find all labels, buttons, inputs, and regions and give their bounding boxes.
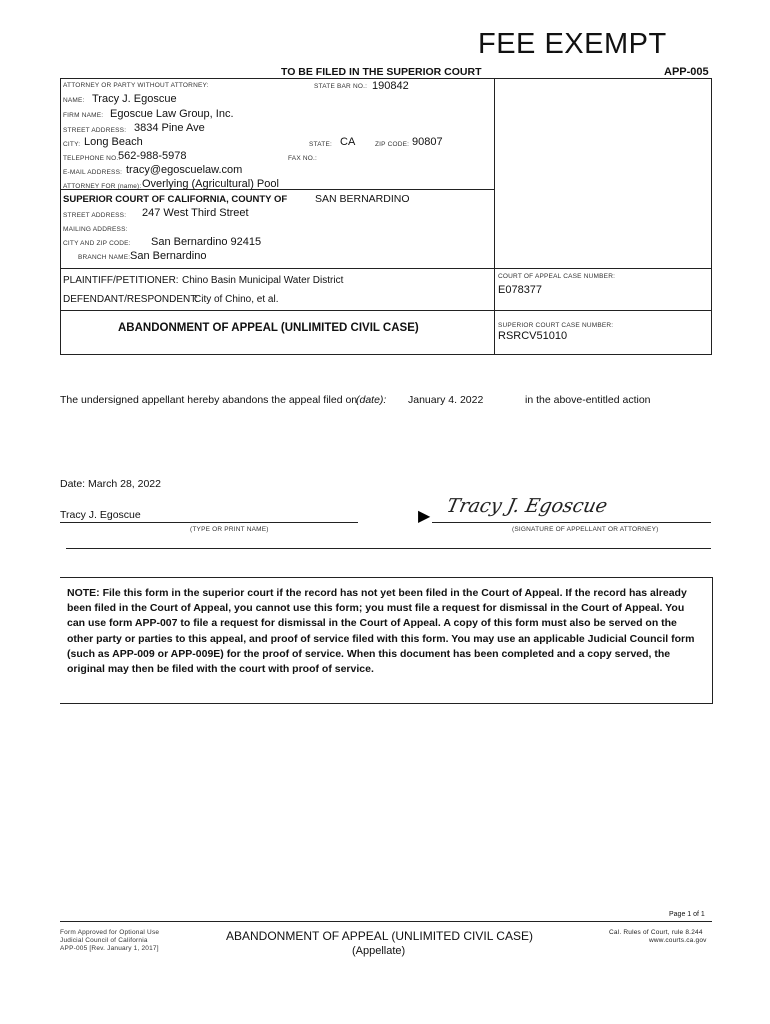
plaintiff-name: Chino Basin Municipal Water District: [182, 275, 344, 286]
court-heading: SUPERIOR COURT OF CALIFORNIA, COUNTY OF: [63, 194, 288, 205]
street-label: STREET ADDRESS:: [63, 127, 127, 134]
caption-right-line: [711, 78, 712, 354]
footer-left-3: APP-005 [Rev. January 1, 2017]: [60, 945, 159, 952]
statement-suffix: in the above-entitled action: [525, 394, 651, 406]
to-be-filed-heading: TO BE FILED IN THE SUPERIOR COURT: [281, 66, 482, 78]
superior-case-label: SUPERIOR COURT CASE NUMBER:: [498, 322, 614, 329]
date-line: Date: March 28, 2022: [60, 478, 161, 490]
footer-left-2: Judicial Council of California: [60, 937, 148, 944]
attorney-for-label: ATTORNEY FOR (name):: [63, 183, 142, 190]
caption-bottom-line: [60, 354, 712, 355]
court-mailing-label: MAILING ADDRESS:: [63, 226, 128, 233]
defendant-name: City of Chino, et al.: [194, 294, 279, 305]
caption-left-line: [60, 78, 61, 354]
firm-name: Egoscue Law Group, Inc.: [110, 108, 234, 120]
state: CA: [340, 136, 356, 148]
court-street-label: STREET ADDRESS:: [63, 212, 127, 219]
zip-label: ZIP CODE:: [375, 141, 410, 148]
footer-title: ABANDONMENT OF APPEAL (UNLIMITED CIVIL CASE): [226, 929, 533, 943]
court-county: SAN BERNARDINO: [315, 193, 410, 205]
defendant-label: DEFENDANT/RESPONDENT:: [63, 294, 199, 305]
attorney-for: Overlying (Agricultural) Pool: [142, 178, 279, 190]
statement-text: The undersigned appellant hereby abandons the appeal filed on: [60, 394, 358, 406]
fax-label: FAX NO.:: [288, 155, 318, 162]
name-label: NAME:: [63, 97, 85, 104]
parties-title-divider: [60, 310, 712, 311]
statement-date: January 4. 2022: [408, 394, 484, 406]
signature-script: Tracy J. Egoscue: [444, 495, 610, 517]
signature-caption: (SIGNATURE OF APPELLANT OR ATTORNEY): [512, 526, 659, 533]
footer-subtitle: (Appellate): [352, 945, 406, 957]
signature-arrow-icon: ▶: [418, 508, 431, 525]
footer-rule: Cal. Rules of Court, rule 8.244: [609, 929, 703, 936]
court-branch: San Bernardino: [130, 250, 207, 262]
appeal-case-number: E078377: [498, 284, 543, 296]
email: tracy@egoscuelaw.com: [126, 164, 243, 176]
signature-line: [432, 522, 711, 523]
state-label: STATE:: [309, 141, 332, 148]
city: Long Beach: [84, 136, 143, 148]
footer-site: www.courts.ca.gov: [649, 937, 707, 944]
court-city-zip-label: CITY AND ZIP CODE:: [63, 240, 131, 247]
street-address: 3834 Pine Ave: [134, 122, 205, 134]
caption-top-line: [60, 78, 712, 79]
printed-name: Tracy J. Egoscue: [60, 509, 141, 521]
phone: 562-988-5978: [118, 150, 187, 162]
phone-label: TELEPHONE NO.:: [63, 155, 121, 162]
firm-label: FIRM NAME:: [63, 112, 104, 119]
plaintiff-label: PLAINTIFF/PETITIONER:: [63, 275, 179, 286]
printed-name-caption: (TYPE OR PRINT NAME): [190, 526, 269, 533]
city-label: CITY:: [63, 141, 81, 148]
email-label: E-MAIL ADDRESS:: [63, 169, 123, 176]
form-code: APP-005: [664, 66, 709, 78]
superior-case-number: RSRCV51010: [498, 330, 568, 342]
attorney-block-label: ATTORNEY OR PARTY WITHOUT ATTORNEY:: [63, 82, 209, 89]
court-branch-label: BRANCH NAME:: [78, 254, 131, 261]
zip: 90807: [412, 136, 443, 148]
printed-name-line: [60, 522, 358, 523]
form-title: ABANDONMENT OF APPEAL (UNLIMITED CIVIL CASE): [118, 322, 419, 334]
footer-line: [60, 921, 712, 922]
attorney-name: Tracy J. Egoscue: [92, 93, 177, 105]
court-parties-divider: [60, 268, 712, 269]
court-street: 247 West Third Street: [142, 207, 249, 219]
state-bar-number: 190842: [372, 80, 409, 92]
note-text: NOTE: File this form in the superior court if the record has not yet been filed in the Court of Appeal. If the record has already been filed in the Court of Appeal, you cannot use this form; you must file a request for dismissal in the Court of Appeal. You can use form APP-007 to file a request for dismissal in the Court of Appeal. A copy of this form must also be served on the other party or parties to this appeal, and proof of service filed with this form. You may use an applicable Judicial Council form (such as APP-009 or APP-009E) for the proof of service. When this document has been completed and a copy served, the original may then be filed with the court with proof of service.: [67, 587, 695, 676]
caption-divider-line: [494, 78, 495, 354]
statement-date-label: (date):: [356, 394, 387, 406]
page-number: Page 1 of 1: [669, 911, 705, 918]
appeal-case-label: COURT OF APPEAL CASE NUMBER:: [498, 273, 616, 280]
footer-left-1: Form Approved for Optional Use: [60, 929, 160, 936]
state-bar-label: STATE BAR NO.:: [314, 83, 368, 90]
court-city-zip: San Bernardino 92415: [151, 236, 262, 248]
fee-exempt-stamp: FEE EXEMPT: [478, 28, 667, 60]
signature-separator: [66, 548, 711, 549]
